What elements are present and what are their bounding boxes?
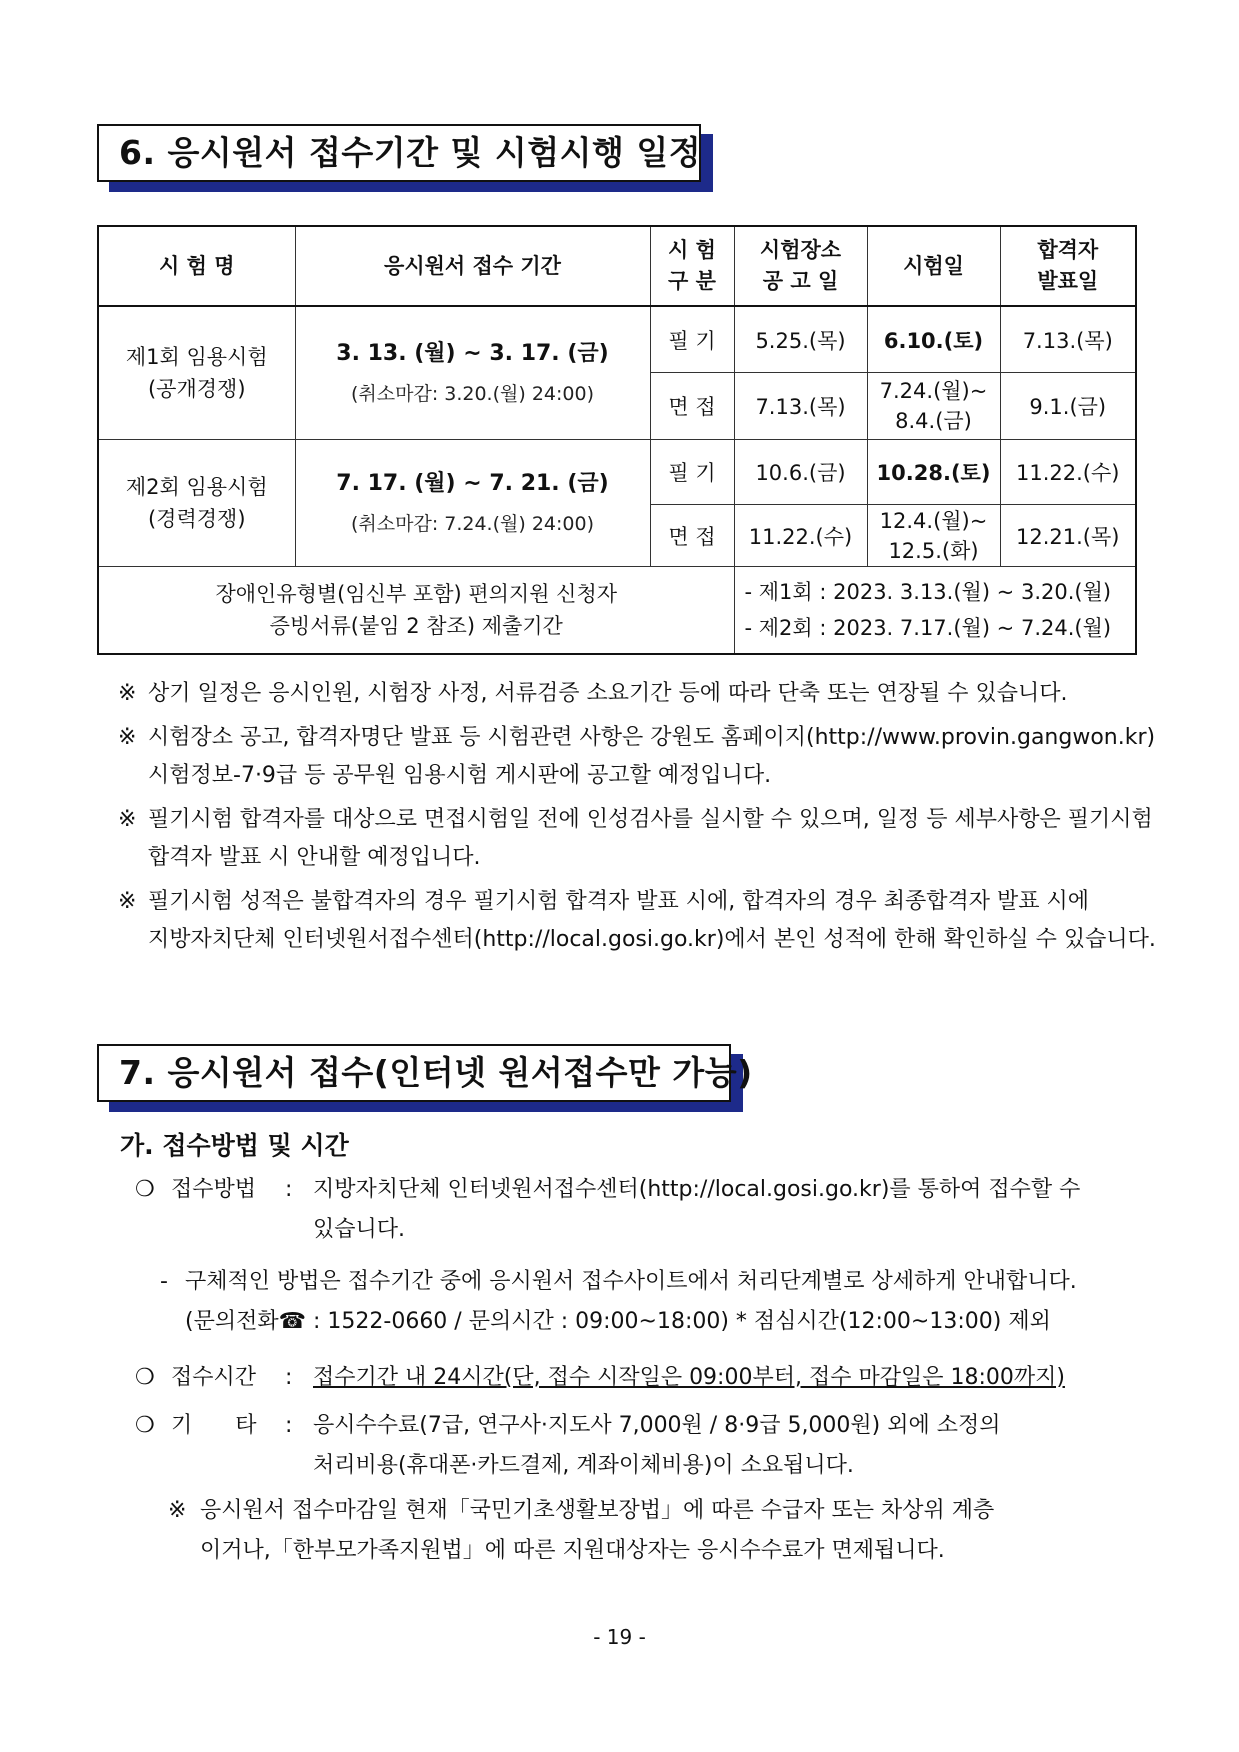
note-item: ※ 필기시험 성적은 불합격자의 경우 필기시험 합격자 발표 시에, 합격자의 경우 최종합격자 발표 시에 지방자치단체 인터넷원서접수센터(http://local.gosi.go.kr)에서 본인 성적에 한해 확인하실 수 있습니다.: [118, 889, 1156, 952]
header-period: 응시원서 접수 기간: [295, 226, 650, 306]
bullet-icon: ❍: [135, 1365, 155, 1390]
header-exam-date: 시험일: [867, 226, 1000, 306]
subsection-title: 가. 접수방법 및 시간: [120, 1131, 349, 1160]
header-exam-name: 시 험 명: [98, 226, 295, 306]
bullet-icon: ❍: [135, 1413, 155, 1438]
table-row-disability: [98, 567, 1136, 654]
header-result-date: 합격자 발표일: [1000, 226, 1136, 306]
other-key: 기 타: [171, 1413, 275, 1438]
venue-date-cell: 7.13.(목): [734, 373, 867, 440]
colon: :: [285, 1177, 293, 1202]
time-item: [135, 1358, 1155, 1398]
exam-type-cell: 필 기: [650, 306, 734, 373]
colon: :: [285, 1413, 293, 1438]
venue-date-cell: 11.22.(수): [734, 504, 867, 567]
exam-type-cell: 면 접: [650, 504, 734, 567]
header-exam-type: 시 험 구 분: [650, 226, 734, 306]
note-mark: ※: [168, 1498, 187, 1523]
exam-date-cell: 7.24.(월)~ 8.4.(금): [867, 373, 1000, 440]
method-item: [135, 1170, 1155, 1250]
note-item: ※ 상기 일정은 응시인원, 시험장 사정, 서류검증 소요기간 등에 따라 단축 또는 연장될 수 있습니다.: [118, 681, 1068, 706]
colon: :: [285, 1365, 293, 1390]
exam-type-cell: 면 접: [650, 373, 734, 440]
page-number: - 19 -: [593, 1625, 646, 1649]
schedule-notes: [118, 675, 1178, 965]
exam-date-cell: 10.28.(토): [867, 440, 1000, 505]
table-row: [98, 440, 1136, 505]
venue-date-cell: 10.6.(금): [734, 440, 867, 505]
table-row: [98, 306, 1136, 373]
time-value: 접수기간 내 24시간(단, 접수 시작일은 09:00부터, 접수 마감일은 18:00까지): [313, 1365, 1065, 1390]
other-value: 응시수수료(7급, 연구사·지도사 7,000원 / 8·9급 5,000원) 외에 소정의 처리비용(휴대폰·카드결제, 계좌이체비용)이 소요됩니다.: [313, 1413, 1001, 1478]
bullet-icon: ❍: [135, 1177, 155, 1202]
disability-label-cell: 장애인유형별(임신부 포함) 편의지원 신청자 증빙서류(붙임 2 참조) 제출기간: [98, 567, 734, 654]
time-key: 접수시간: [171, 1365, 257, 1390]
method-key: 접수방법: [171, 1177, 257, 1202]
exam-name-cell: 제2회 임용시험 (경력경쟁): [98, 440, 295, 567]
method-detail: - 구체적인 방법은 접수기간 중에 응시원서 접수사이트에서 처리단계별로 상세하게 안내합니다. (문의전화☎ : 1522-0660 / 문의시간 : 09:00~18:00) * 점심시간(12:00~13:00) 제외: [160, 1262, 1150, 1342]
disability-dates-cell: - 제1회 : 2023. 3.13.(월) ~ 3.20.(월) - 제2회 : 2023. 7.17.(월) ~ 7.24.(월): [734, 567, 1136, 654]
result-date-cell: 9.1.(금): [1000, 373, 1136, 440]
section-6-title: 6. 응시원서 접수기간 및 시험시행 일정: [97, 124, 701, 182]
result-date-cell: 7.13.(목): [1000, 306, 1136, 373]
other-item: [135, 1406, 1155, 1486]
exam-type-cell: 필 기: [650, 440, 734, 505]
header-venue-date: 시험장소 공 고 일: [734, 226, 867, 306]
note-item: ※ 시험장소 공고, 합격자명단 발표 등 시험관련 사항은 강원도 홈페이지(http://www.provin.gangwon.kr) 시험정보-7·9급 등 공무원 임용시험 게시판에 공고할 예정입니다.: [118, 725, 1156, 788]
method-value: 지방자치단체 인터넷원서접수센터(http://local.gosi.go.kr)를 통하여 접수할 수 있습니다.: [313, 1177, 1081, 1242]
exam-schedule-table: [97, 225, 1137, 655]
exam-date-cell: 12.4.(월)~ 12.5.(화): [867, 504, 1000, 567]
section-7-title: 7. 응시원서 접수(인터넷 원서접수만 가능): [97, 1044, 731, 1102]
dash-mark: -: [160, 1269, 168, 1294]
result-date-cell: 11.22.(수): [1000, 440, 1136, 505]
exam-date-cell: 6.10.(토): [867, 306, 1000, 373]
period-cell: 7. 17. (월) ~ 7. 21. (금) (취소마감: 7.24.(월) 24:00): [295, 440, 650, 567]
exam-name-cell: 제1회 임용시험 (공개경쟁): [98, 306, 295, 440]
note-item: ※ 필기시험 합격자를 대상으로 면접시험일 전에 인성검사를 실시할 수 있으며, 일정 등 세부사항은 필기시험 합격자 발표 시 안내할 예정입니다.: [118, 807, 1153, 870]
result-date-cell: 12.21.(목): [1000, 504, 1136, 567]
period-cell: 3. 13. (월) ~ 3. 17. (금) (취소마감: 3.20.(월) 24:00): [295, 306, 650, 440]
venue-date-cell: 5.25.(목): [734, 306, 867, 373]
exemption-note: ※ 응시원서 접수마감일 현재「국민기초생활보장법」에 따른 수급자 또는 차상위 계층 이거나,「한부모가족지원법」에 따른 지원대상자는 응시수수료가 면제됩니다.: [168, 1491, 1138, 1571]
